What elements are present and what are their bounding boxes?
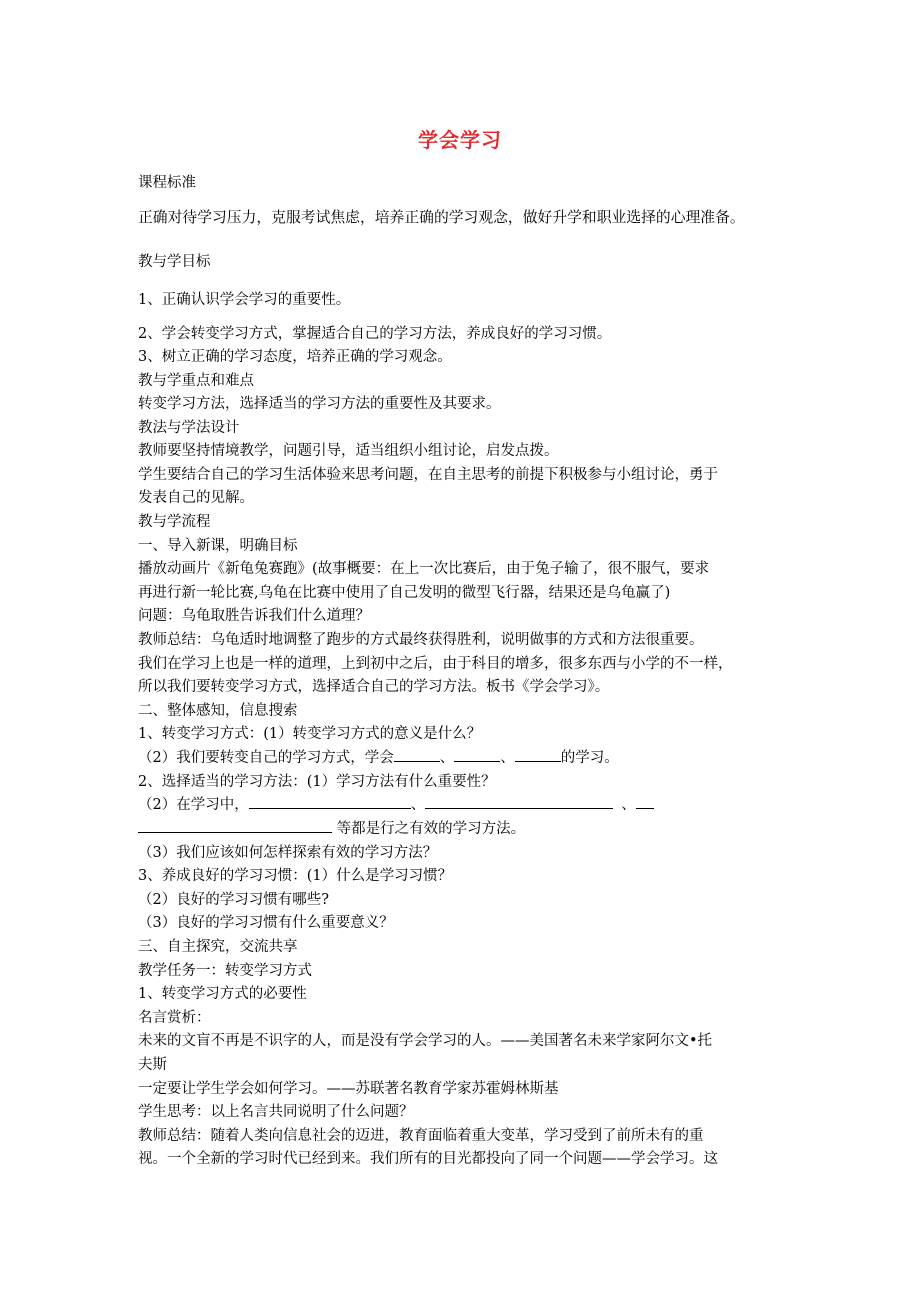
teacher-summary-1: 教师总结：随着人类向信息社会的迈进，教育面临着重大变革，学习受到了前所未有的重 <box>138 1128 704 1144</box>
quotes-heading: 名言赏析： <box>138 1010 211 1026</box>
quote-2: 一定要让学生学会如何学习。——苏联著名教育学家苏霍姆林斯基 <box>138 1081 559 1097</box>
section-2-item-3: 3、养成良好的学习习惯：(1）什么是学习习惯？ <box>138 868 453 884</box>
goal-2: 2、学会转变学习方式，掌握适合自己的学习方法，养成良好的学习习惯。 <box>138 326 612 342</box>
fill-blank[interactable] <box>138 818 332 833</box>
keypoints-text: 转变学习方法，选择适当的学习方法的重要性及其要求。 <box>138 396 501 412</box>
section-1-summary-1: 教师总结：乌龟适时地调整了跑步的方式最终获得胜利，说明做事的方式和方法很重要。 <box>138 632 704 648</box>
quote-1-line-1: 未来的文盲不再是不识字的人，而是没有学会学习的人。——美国著名未来学家阿尔文•托 <box>138 1033 713 1049</box>
fill-blank[interactable] <box>636 794 654 809</box>
heading-process: 教与学流程 <box>138 514 211 530</box>
section-1-heading: 一、导入新课，明确目标 <box>138 538 298 554</box>
task-1-item-1: 1、转变学习方式的必要性 <box>138 986 307 1002</box>
fill-blank[interactable] <box>425 794 613 809</box>
fill-blank[interactable] <box>394 747 440 762</box>
section-1-summary-2: 我们在学习上也是一样的道理，上到初中之后，由于科目的增多，很多东西与小学的不一样， <box>138 656 733 672</box>
heading-methods: 教法与学法设计 <box>138 420 240 436</box>
heading-goals: 教与学目标 <box>138 254 211 270</box>
section-1-line-2: 再进行新一轮比赛,乌龟在比赛中使用了自己发明的微型飞行器，结果还是乌龟赢了) <box>138 585 671 601</box>
methods-teacher: 教师要坚持情境教学，问题引导，适当组织小组讨论，启发点拨。 <box>138 443 559 459</box>
task-1-heading: 教学任务一：转变学习方式 <box>138 963 312 979</box>
page-title: 学会学习 <box>418 128 502 152</box>
fill-blank[interactable] <box>515 747 561 762</box>
section-2-item-2: 2、选择适当的学习方法：(1）学习方法有什么重要性？ <box>138 774 496 790</box>
section-2-item-2b: （2）在学习中， 、 、 <box>138 794 788 816</box>
methods-student-2: 发表自己的见解。 <box>138 490 254 506</box>
fill-blank[interactable] <box>249 794 411 809</box>
section-2-heading: 二、整体感知，信息搜索 <box>138 703 298 719</box>
student-think: 学生思考：以上名言共同说明了什么问题？ <box>138 1104 414 1120</box>
teacher-summary-2: 视。一个全新的学习时代已经到来。我们所有的目光都投向了同一个问题——学会学习。这 <box>138 1151 718 1167</box>
quote-1-line-2: 夫斯 <box>138 1057 167 1073</box>
section-3-heading: 三、自主探究，交流共享 <box>138 939 298 955</box>
methods-student-1: 学生要结合自己的学习生活体验来思考问题，在自主思考的前提下积极参与小组讨论，勇于 <box>138 467 718 483</box>
section-2-item-1: 1、转变学习方式：(1）转变学习方式的意义是什么？ <box>138 726 482 742</box>
goal-1: 1、正确认识学会学习的重要性。 <box>138 292 351 308</box>
section-2-item-2d: （3）我们应该如何怎样探索有效的学习方法？ <box>138 845 438 861</box>
section-1-summary-3: 所以我们要转变学习方式，选择适合自己的学习方法。板书《学会学习》。 <box>138 679 610 695</box>
heading-keypoints: 教与学重点和难点 <box>138 373 254 389</box>
section-2-item-3b: （2）良好的学习习惯有哪些? <box>138 892 329 908</box>
section-2-item-2c: 等都是行之有效的学习方法。 <box>138 818 788 840</box>
heading-standard: 课程标准 <box>138 175 196 191</box>
fill-blank[interactable] <box>454 747 500 762</box>
goal-3: 3、树立正确的学习态度，培养正确的学习观念。 <box>138 349 452 365</box>
standard-text: 正确对待学习压力，克服考试焦虑，培养正确的学习观念，做好升学和职业选择的心理准备。 <box>138 209 745 226</box>
section-2-item-1b: （2）我们要转变自己的学习方式，学会 、 、 的学习。 <box>138 747 788 769</box>
section-2-item-3c: （3）良好的学习习惯有什么重要意义？ <box>138 915 394 931</box>
section-1-line-1: 播放动画片《新龟兔赛跑》(故事概要：在上一次比赛后，由于兔子输了，很不服气，要求 <box>138 561 710 577</box>
section-1-question: 问题：乌龟取胜告诉我们什么道理？ <box>138 608 370 624</box>
